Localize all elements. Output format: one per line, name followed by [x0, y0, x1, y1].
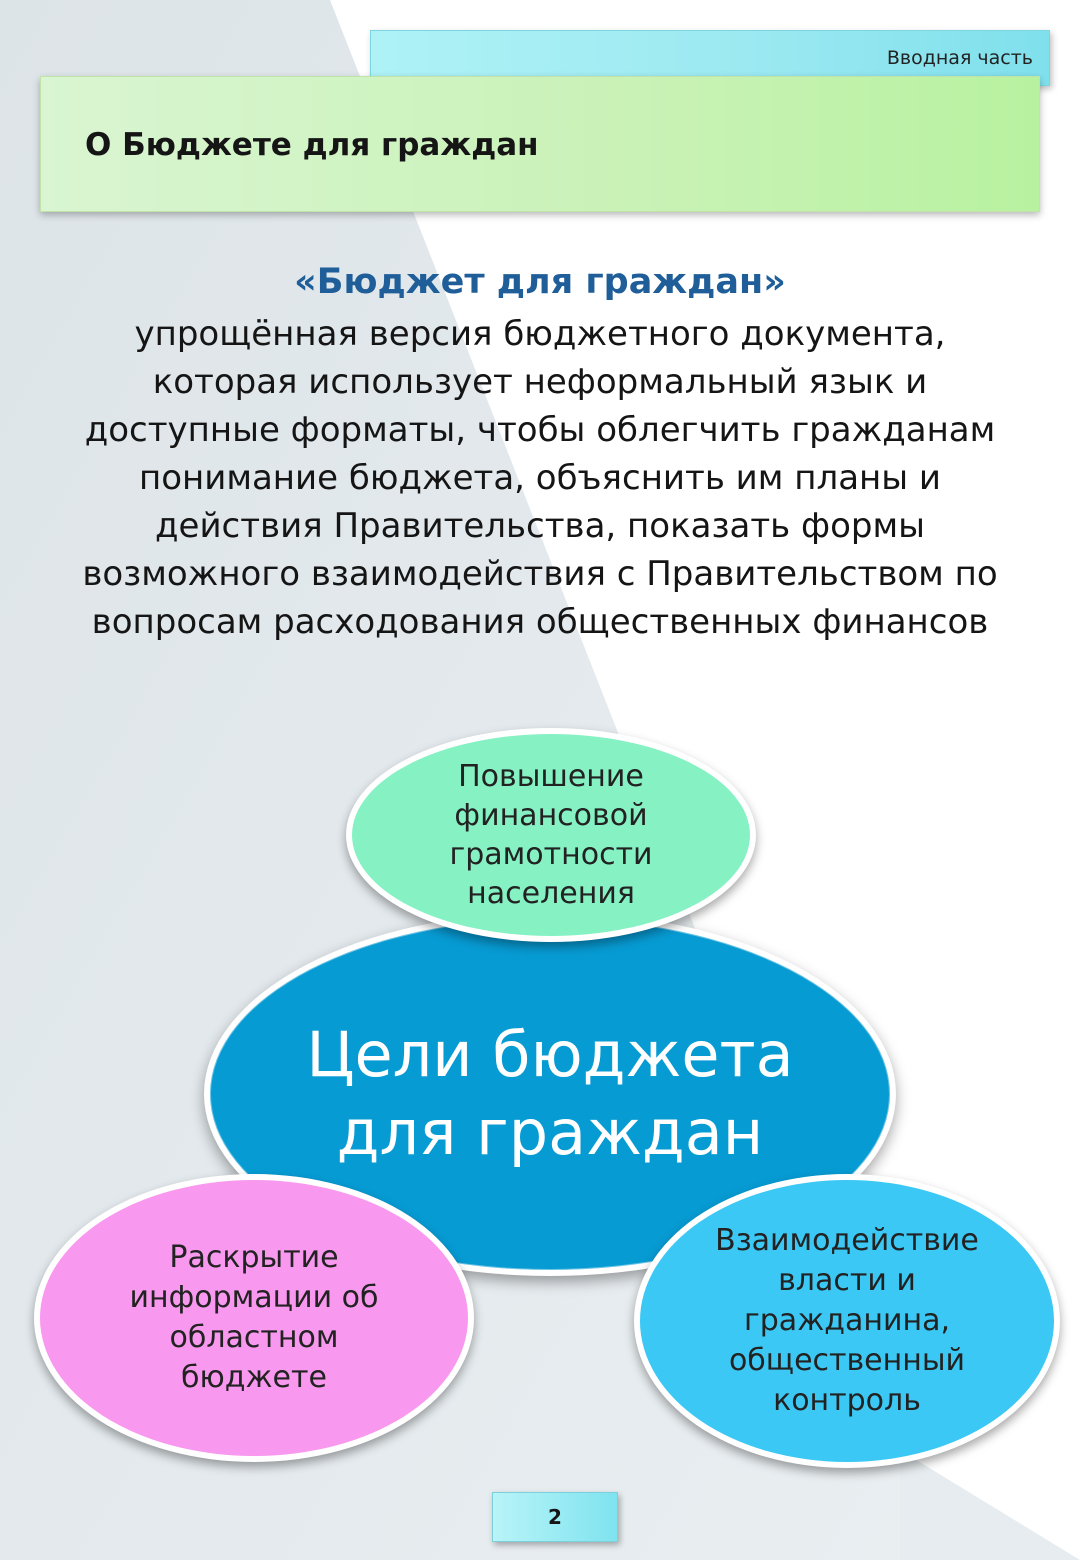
goal-left-label: Раскрытие информации об областном бюджете: [129, 1240, 379, 1395]
page-title: О Бюджете для граждан: [85, 127, 539, 163]
goal-right-label: Взаимодействие власти и гражданина, общественный контроль: [715, 1223, 979, 1418]
goal-top-label: Повышение финансовой грамотности населения: [449, 759, 653, 911]
goal-left-ellipse: [34, 1174, 474, 1462]
definition-text: упрощённая версия бюджетного документа, которая использует неформальный язык и доступные форматы, чтобы облегчить гражданам понимание бюджета, объяснить им планы и действия Правительства, показать формы возможного взаимодействия с Правительством по вопросам расходования общественных финансов: [82, 314, 998, 642]
definition-block: [60, 258, 1020, 646]
section-label: Вводная часть: [886, 47, 1033, 69]
page-header: [40, 76, 1040, 212]
page-number: 2: [492, 1492, 618, 1542]
goal-right-ellipse: [634, 1174, 1060, 1468]
goals-center-label: Цели бюджета для граждан: [306, 1018, 794, 1169]
definition-term: «Бюджет для граждан»: [294, 262, 786, 302]
goal-top-ellipse: [346, 728, 756, 942]
